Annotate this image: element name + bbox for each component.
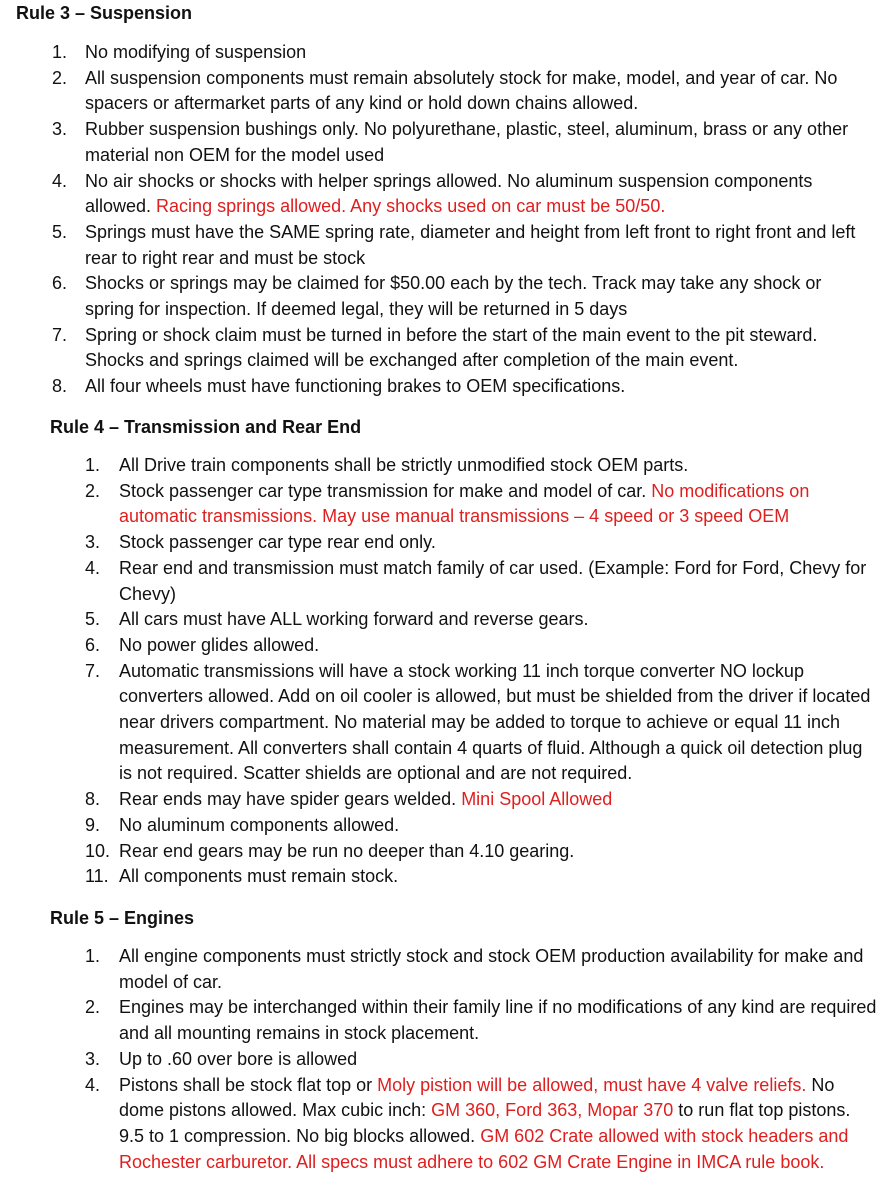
item-highlight-text: GM 360, Ford 363, Mopar 370 bbox=[431, 1100, 674, 1121]
item-text: Shocks or springs may be claimed for $50.00 each by the tech. Track may take any shock or spring for inspection. If deemed legal, they will be returned in 5 days bbox=[85, 273, 822, 320]
list-item bbox=[85, 530, 880, 556]
list-item bbox=[85, 787, 880, 813]
item-text: Automatic transmissions will have a stock working 11 inch torque converter NO lockup converters allowed. Add on oil cooler is allowed, but must be shielded from the driver if located near drivers compartment. No material may be added to torque to achieve or equal 11 inch measurement. All converters shall contain 4 quarts of fluid. Although a quick oil detection plug is not required. Scatter shields are optional and are not required. bbox=[119, 660, 871, 784]
item-number: 2. bbox=[85, 997, 101, 1018]
item-number: 3. bbox=[52, 119, 68, 140]
item-text: to run flat top pistons. 9.5 to 1 compression. No big blocks allowed. bbox=[119, 1100, 851, 1146]
item-number: 3. bbox=[85, 1048, 101, 1069]
item-text: Up to .60 over bore is allowed bbox=[119, 1048, 358, 1069]
item-number: 2. bbox=[85, 480, 101, 501]
item-text: Rear end and transmission must match family of car used. (Example: Ford for Ford, Chevy for Chevy) bbox=[119, 557, 867, 604]
item-number: 2. bbox=[52, 67, 68, 88]
item-text: All four wheels must have functioning brakes to OEM specifications. bbox=[85, 376, 626, 397]
rule4-list bbox=[85, 453, 880, 890]
list-item bbox=[85, 864, 880, 890]
item-number: 5. bbox=[85, 609, 101, 630]
item-text: No air shocks or shocks with helper springs allowed. No aluminum suspension components allowed. bbox=[85, 170, 813, 217]
list-item bbox=[85, 453, 880, 479]
item-highlight-text: Racing springs allowed. Any shocks used on car must be 50/50. bbox=[151, 196, 666, 217]
list-item bbox=[52, 323, 872, 374]
item-text: Pistons shall be stock flat top or bbox=[119, 1074, 378, 1095]
list-item bbox=[52, 220, 872, 271]
rule5-list bbox=[85, 944, 880, 1175]
rule3-heading: Rule 3 – Suspension bbox=[16, 3, 193, 23]
item-text: Stock passenger car type rear end only. bbox=[119, 532, 436, 553]
list-item bbox=[52, 117, 872, 168]
item-text: No aluminum components allowed. bbox=[119, 814, 400, 835]
item-number: 3. bbox=[85, 532, 101, 553]
item-number: 1. bbox=[85, 455, 101, 475]
item-number: 5. bbox=[52, 221, 68, 242]
list-item bbox=[85, 1073, 880, 1176]
list-item bbox=[85, 607, 880, 633]
item-highlight-text: No modifications on automatic transmissions. May use manual transmissions – 4 speed or 3 speed OEM bbox=[119, 480, 810, 527]
item-text: All suspension components must remain absolutely stock for make, model, and year of car. No spacers or aftermarket parts of any kind or hold down chains allowed. bbox=[85, 67, 838, 114]
list-item bbox=[52, 374, 872, 400]
item-text: Rear end gears may be run no deeper than 4.10 gearing. bbox=[119, 840, 575, 861]
list-item bbox=[85, 633, 880, 659]
item-number: 6. bbox=[85, 634, 101, 655]
item-number: 9. bbox=[85, 814, 101, 835]
item-number: 8. bbox=[85, 789, 101, 810]
item-text: All cars must have ALL working forward and reverse gears. bbox=[119, 609, 589, 630]
item-text: Springs must have the SAME spring rate, diameter and height from left front to right front and left rear to right rear and must be stock bbox=[85, 221, 856, 268]
item-text: Spring or shock claim must be turned in before the start of the main event to the pit steward. Shocks and springs claimed will be exchanged after completion of the main event. bbox=[85, 324, 818, 371]
item-text: No power glides allowed. bbox=[119, 634, 320, 655]
item-number: 7. bbox=[52, 324, 68, 345]
item-text: Stock passenger car type transmission for make and model of car. bbox=[119, 480, 647, 501]
list-item bbox=[52, 40, 872, 66]
item-highlight-text: Mini Spool Allowed bbox=[456, 789, 613, 810]
list-item bbox=[85, 995, 880, 1046]
item-text: All components must remain stock. bbox=[119, 866, 399, 887]
item-number: 1. bbox=[52, 42, 68, 62]
item-number: 11. bbox=[85, 866, 109, 887]
list-item bbox=[85, 944, 880, 995]
item-number: 4. bbox=[85, 557, 101, 578]
list-item bbox=[85, 1047, 880, 1073]
list-item bbox=[85, 659, 880, 788]
item-text: Rubber suspension bushings only. No polyurethane, plastic, steel, aluminum, brass or any other material non OEM for the model used bbox=[85, 119, 849, 165]
item-number: 4. bbox=[52, 170, 68, 191]
item-highlight-text: Moly pistion will be allowed, must have 4 valve reliefs. bbox=[377, 1074, 807, 1095]
item-number: 4. bbox=[85, 1074, 101, 1095]
item-text: Rear ends may have spider gears welded. bbox=[119, 789, 457, 810]
list-item bbox=[52, 66, 872, 117]
list-item bbox=[85, 813, 880, 839]
list-item bbox=[85, 839, 880, 865]
list-item bbox=[85, 479, 880, 530]
item-text: No dome pistons allowed. Max cubic inch: bbox=[119, 1074, 835, 1121]
rule4-heading: Rule 4 – Transmission and Rear End bbox=[50, 417, 362, 437]
list-item bbox=[52, 271, 872, 322]
item-number: 6. bbox=[52, 273, 68, 294]
item-number: 1. bbox=[85, 946, 101, 966]
item-text: Engines may be interchanged within their family line if no modifications of any kind are required and all mounting remains in stock placement. bbox=[119, 997, 877, 1044]
item-number: 8. bbox=[52, 376, 68, 397]
item-highlight-text: GM 602 Crate allowed with stock headers and Rochester carburetor. All specs must adhere to 602 GM Crate Engine in IMCA rule book. bbox=[119, 1125, 849, 1172]
item-text: All Drive train components shall be strictly unmodified stock OEM parts. bbox=[119, 455, 689, 475]
item-text: All engine components must strictly stock and stock OEM production availability for make and model of car. bbox=[119, 946, 864, 992]
rule5-heading: Rule 5 – Engines bbox=[50, 908, 195, 928]
item-text: No modifying of suspension bbox=[85, 42, 307, 62]
item-number: 7. bbox=[85, 660, 101, 681]
item-number: 10. bbox=[85, 840, 111, 861]
list-item bbox=[52, 169, 872, 220]
rule3-list bbox=[52, 40, 872, 400]
list-item bbox=[85, 556, 880, 607]
